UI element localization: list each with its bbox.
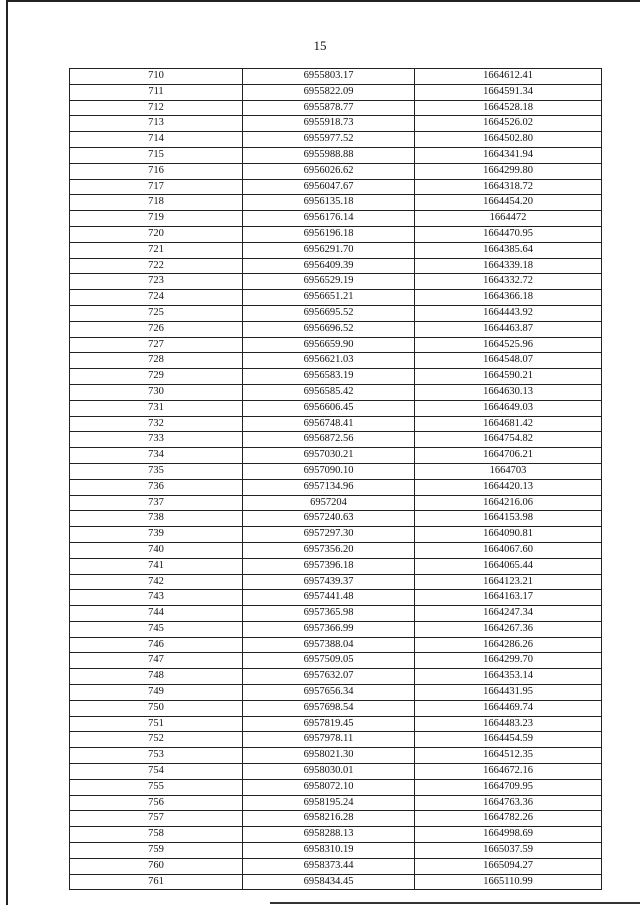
coordinates-table-body [70, 69, 602, 890]
y-coordinate-cell: 1664502.80 [415, 132, 602, 148]
y-coordinate-cell: 1665037.59 [415, 843, 602, 859]
y-coordinate-cell: 1664163.17 [415, 590, 602, 606]
point-number-cell: 733 [70, 432, 243, 448]
x-coordinate-cell: 6956651.21 [243, 290, 415, 306]
point-number-cell: 723 [70, 274, 243, 290]
point-number-cell: 743 [70, 590, 243, 606]
table-row [70, 448, 602, 464]
table-row [70, 432, 602, 448]
table-row [70, 858, 602, 874]
table-row [70, 242, 602, 258]
point-number-cell: 729 [70, 369, 243, 385]
y-coordinate-cell: 1665110.99 [415, 874, 602, 890]
y-coordinate-cell: 1664123.21 [415, 574, 602, 590]
y-coordinate-cell: 1664353.14 [415, 669, 602, 685]
x-coordinate-cell: 6957656.34 [243, 685, 415, 701]
point-number-cell: 714 [70, 132, 243, 148]
point-number-cell: 734 [70, 448, 243, 464]
table-row [70, 369, 602, 385]
x-coordinate-cell: 6956621.03 [243, 353, 415, 369]
coordinates-table [69, 68, 602, 890]
x-coordinate-cell: 6955918.73 [243, 116, 415, 132]
point-number-cell: 757 [70, 811, 243, 827]
x-coordinate-cell: 6957819.45 [243, 716, 415, 732]
x-coordinate-cell: 6956291.70 [243, 242, 415, 258]
x-coordinate-cell: 6956606.45 [243, 400, 415, 416]
table-row [70, 274, 602, 290]
point-number-cell: 754 [70, 764, 243, 780]
x-coordinate-cell: 6958072.10 [243, 779, 415, 795]
table-row [70, 843, 602, 859]
point-number-cell: 724 [70, 290, 243, 306]
y-coordinate-cell: 1664443.92 [415, 305, 602, 321]
point-number-cell: 716 [70, 163, 243, 179]
point-number-cell: 736 [70, 479, 243, 495]
y-coordinate-cell: 1664216.06 [415, 495, 602, 511]
table-row [70, 384, 602, 400]
x-coordinate-cell: 6957297.30 [243, 527, 415, 543]
x-coordinate-cell: 6956583.19 [243, 369, 415, 385]
y-coordinate-cell: 1665094.27 [415, 858, 602, 874]
table-row [70, 827, 602, 843]
table-row [70, 400, 602, 416]
x-coordinate-cell: 6958021.30 [243, 748, 415, 764]
table-row [70, 511, 602, 527]
table-row [70, 69, 602, 85]
x-coordinate-cell: 6955803.17 [243, 69, 415, 85]
x-coordinate-cell: 6957365.98 [243, 606, 415, 622]
table-row [70, 84, 602, 100]
table-row [70, 337, 602, 353]
point-number-cell: 722 [70, 258, 243, 274]
point-number-cell: 747 [70, 653, 243, 669]
y-coordinate-cell: 1664591.34 [415, 84, 602, 100]
table-row [70, 195, 602, 211]
scan-edge-top [6, 0, 640, 2]
table-row [70, 621, 602, 637]
y-coordinate-cell: 1664590.21 [415, 369, 602, 385]
y-coordinate-cell: 1664483.23 [415, 716, 602, 732]
table-row [70, 685, 602, 701]
y-coordinate-cell: 1664267.36 [415, 621, 602, 637]
x-coordinate-cell: 6957439.37 [243, 574, 415, 590]
x-coordinate-cell: 6957698.54 [243, 700, 415, 716]
y-coordinate-cell: 1664528.18 [415, 100, 602, 116]
point-number-cell: 718 [70, 195, 243, 211]
table-row [70, 290, 602, 306]
x-coordinate-cell: 6956695.52 [243, 305, 415, 321]
y-coordinate-cell: 1664703 [415, 463, 602, 479]
point-number-cell: 721 [70, 242, 243, 258]
point-number-cell: 738 [70, 511, 243, 527]
point-number-cell: 732 [70, 416, 243, 432]
table-row [70, 321, 602, 337]
y-coordinate-cell: 1664431.95 [415, 685, 602, 701]
point-number-cell: 758 [70, 827, 243, 843]
x-coordinate-cell: 6956135.18 [243, 195, 415, 211]
table-row [70, 590, 602, 606]
point-number-cell: 752 [70, 732, 243, 748]
point-number-cell: 753 [70, 748, 243, 764]
point-number-cell: 750 [70, 700, 243, 716]
y-coordinate-cell: 1664420.13 [415, 479, 602, 495]
y-coordinate-cell: 1664672.16 [415, 764, 602, 780]
table-row [70, 637, 602, 653]
point-number-cell: 719 [70, 211, 243, 227]
table-row [70, 574, 602, 590]
point-number-cell: 735 [70, 463, 243, 479]
x-coordinate-cell: 6958288.13 [243, 827, 415, 843]
y-coordinate-cell: 1664332.72 [415, 274, 602, 290]
y-coordinate-cell: 1664472 [415, 211, 602, 227]
x-coordinate-cell: 6957632.07 [243, 669, 415, 685]
table-row [70, 211, 602, 227]
table-row [70, 132, 602, 148]
x-coordinate-cell: 6957030.21 [243, 448, 415, 464]
point-number-cell: 711 [70, 84, 243, 100]
x-coordinate-cell: 6956696.52 [243, 321, 415, 337]
y-coordinate-cell: 1664067.60 [415, 542, 602, 558]
x-coordinate-cell: 6956748.41 [243, 416, 415, 432]
x-coordinate-cell: 6956585.42 [243, 384, 415, 400]
y-coordinate-cell: 1664612.41 [415, 69, 602, 85]
point-number-cell: 755 [70, 779, 243, 795]
x-coordinate-cell: 6957204 [243, 495, 415, 511]
point-number-cell: 744 [70, 606, 243, 622]
y-coordinate-cell: 1664366.18 [415, 290, 602, 306]
point-number-cell: 730 [70, 384, 243, 400]
y-coordinate-cell: 1664385.64 [415, 242, 602, 258]
table-row [70, 764, 602, 780]
table-row [70, 606, 602, 622]
table-row [70, 147, 602, 163]
point-number-cell: 739 [70, 527, 243, 543]
y-coordinate-cell: 1664454.20 [415, 195, 602, 211]
x-coordinate-cell: 6955977.52 [243, 132, 415, 148]
point-number-cell: 741 [70, 558, 243, 574]
x-coordinate-cell: 6958373.44 [243, 858, 415, 874]
y-coordinate-cell: 1664299.80 [415, 163, 602, 179]
x-coordinate-cell: 6958216.28 [243, 811, 415, 827]
y-coordinate-cell: 1664512.35 [415, 748, 602, 764]
point-number-cell: 715 [70, 147, 243, 163]
point-number-cell: 731 [70, 400, 243, 416]
y-coordinate-cell: 1664998.69 [415, 827, 602, 843]
x-coordinate-cell: 6955988.88 [243, 147, 415, 163]
table-row [70, 716, 602, 732]
table-row [70, 653, 602, 669]
point-number-cell: 756 [70, 795, 243, 811]
table-row [70, 479, 602, 495]
x-coordinate-cell: 6958030.01 [243, 764, 415, 780]
point-number-cell: 761 [70, 874, 243, 890]
x-coordinate-cell: 6957441.48 [243, 590, 415, 606]
table-row [70, 779, 602, 795]
x-coordinate-cell: 6956026.62 [243, 163, 415, 179]
y-coordinate-cell: 1664299.70 [415, 653, 602, 669]
point-number-cell: 710 [70, 69, 243, 85]
y-coordinate-cell: 1664153.98 [415, 511, 602, 527]
y-coordinate-cell: 1664548.07 [415, 353, 602, 369]
table-row [70, 558, 602, 574]
point-number-cell: 737 [70, 495, 243, 511]
y-coordinate-cell: 1664709.95 [415, 779, 602, 795]
x-coordinate-cell: 6956529.19 [243, 274, 415, 290]
point-number-cell: 725 [70, 305, 243, 321]
table-row [70, 116, 602, 132]
y-coordinate-cell: 1664470.95 [415, 226, 602, 242]
y-coordinate-cell: 1664706.21 [415, 448, 602, 464]
x-coordinate-cell: 6958434.45 [243, 874, 415, 890]
y-coordinate-cell: 1664681.42 [415, 416, 602, 432]
x-coordinate-cell: 6956659.90 [243, 337, 415, 353]
y-coordinate-cell: 1664090.81 [415, 527, 602, 543]
scan-edge-left [6, 0, 8, 905]
table-row [70, 669, 602, 685]
y-coordinate-cell: 1664649.03 [415, 400, 602, 416]
y-coordinate-cell: 1664318.72 [415, 179, 602, 195]
x-coordinate-cell: 6958310.19 [243, 843, 415, 859]
page-number: 15 [313, 38, 327, 53]
point-number-cell: 742 [70, 574, 243, 590]
y-coordinate-cell: 1664526.02 [415, 116, 602, 132]
y-coordinate-cell: 1664463.87 [415, 321, 602, 337]
point-number-cell: 717 [70, 179, 243, 195]
point-number-cell: 712 [70, 100, 243, 116]
table-row [70, 874, 602, 890]
x-coordinate-cell: 6957978.11 [243, 732, 415, 748]
table-row [70, 179, 602, 195]
x-coordinate-cell: 6956409.39 [243, 258, 415, 274]
table-row [70, 163, 602, 179]
point-number-cell: 759 [70, 843, 243, 859]
y-coordinate-cell: 1664339.18 [415, 258, 602, 274]
point-number-cell: 760 [70, 858, 243, 874]
point-number-cell: 728 [70, 353, 243, 369]
table-row [70, 353, 602, 369]
scan-edge-bottom [270, 902, 640, 904]
y-coordinate-cell: 1664454.59 [415, 732, 602, 748]
y-coordinate-cell: 1664247.34 [415, 606, 602, 622]
x-coordinate-cell: 6955878.77 [243, 100, 415, 116]
y-coordinate-cell: 1664286.26 [415, 637, 602, 653]
x-coordinate-cell: 6957090.10 [243, 463, 415, 479]
table-row [70, 100, 602, 116]
table-row [70, 305, 602, 321]
table-row [70, 258, 602, 274]
table-row [70, 416, 602, 432]
table-row [70, 811, 602, 827]
x-coordinate-cell: 6957240.63 [243, 511, 415, 527]
x-coordinate-cell: 6957134.96 [243, 479, 415, 495]
x-coordinate-cell: 6957396.18 [243, 558, 415, 574]
y-coordinate-cell: 1664469.74 [415, 700, 602, 716]
point-number-cell: 726 [70, 321, 243, 337]
x-coordinate-cell: 6956176.14 [243, 211, 415, 227]
y-coordinate-cell: 1664763.36 [415, 795, 602, 811]
y-coordinate-cell: 1664341.94 [415, 147, 602, 163]
y-coordinate-cell: 1664630.13 [415, 384, 602, 400]
x-coordinate-cell: 6955822.09 [243, 84, 415, 100]
x-coordinate-cell: 6957356.20 [243, 542, 415, 558]
table-row [70, 542, 602, 558]
x-coordinate-cell: 6957509.05 [243, 653, 415, 669]
y-coordinate-cell: 1664754.82 [415, 432, 602, 448]
point-number-cell: 713 [70, 116, 243, 132]
y-coordinate-cell: 1664782.26 [415, 811, 602, 827]
table-row [70, 732, 602, 748]
x-coordinate-cell: 6956872.56 [243, 432, 415, 448]
x-coordinate-cell: 6958195.24 [243, 795, 415, 811]
y-coordinate-cell: 1664065.44 [415, 558, 602, 574]
point-number-cell: 751 [70, 716, 243, 732]
point-number-cell: 746 [70, 637, 243, 653]
point-number-cell: 745 [70, 621, 243, 637]
x-coordinate-cell: 6957366.99 [243, 621, 415, 637]
table-row [70, 795, 602, 811]
y-coordinate-cell: 1664525.96 [415, 337, 602, 353]
table-row [70, 748, 602, 764]
table-row [70, 463, 602, 479]
table-row [70, 700, 602, 716]
table-row [70, 527, 602, 543]
table-row [70, 495, 602, 511]
x-coordinate-cell: 6956196.18 [243, 226, 415, 242]
point-number-cell: 720 [70, 226, 243, 242]
table-row [70, 226, 602, 242]
point-number-cell: 727 [70, 337, 243, 353]
point-number-cell: 748 [70, 669, 243, 685]
x-coordinate-cell: 6957388.04 [243, 637, 415, 653]
point-number-cell: 740 [70, 542, 243, 558]
x-coordinate-cell: 6956047.67 [243, 179, 415, 195]
point-number-cell: 749 [70, 685, 243, 701]
